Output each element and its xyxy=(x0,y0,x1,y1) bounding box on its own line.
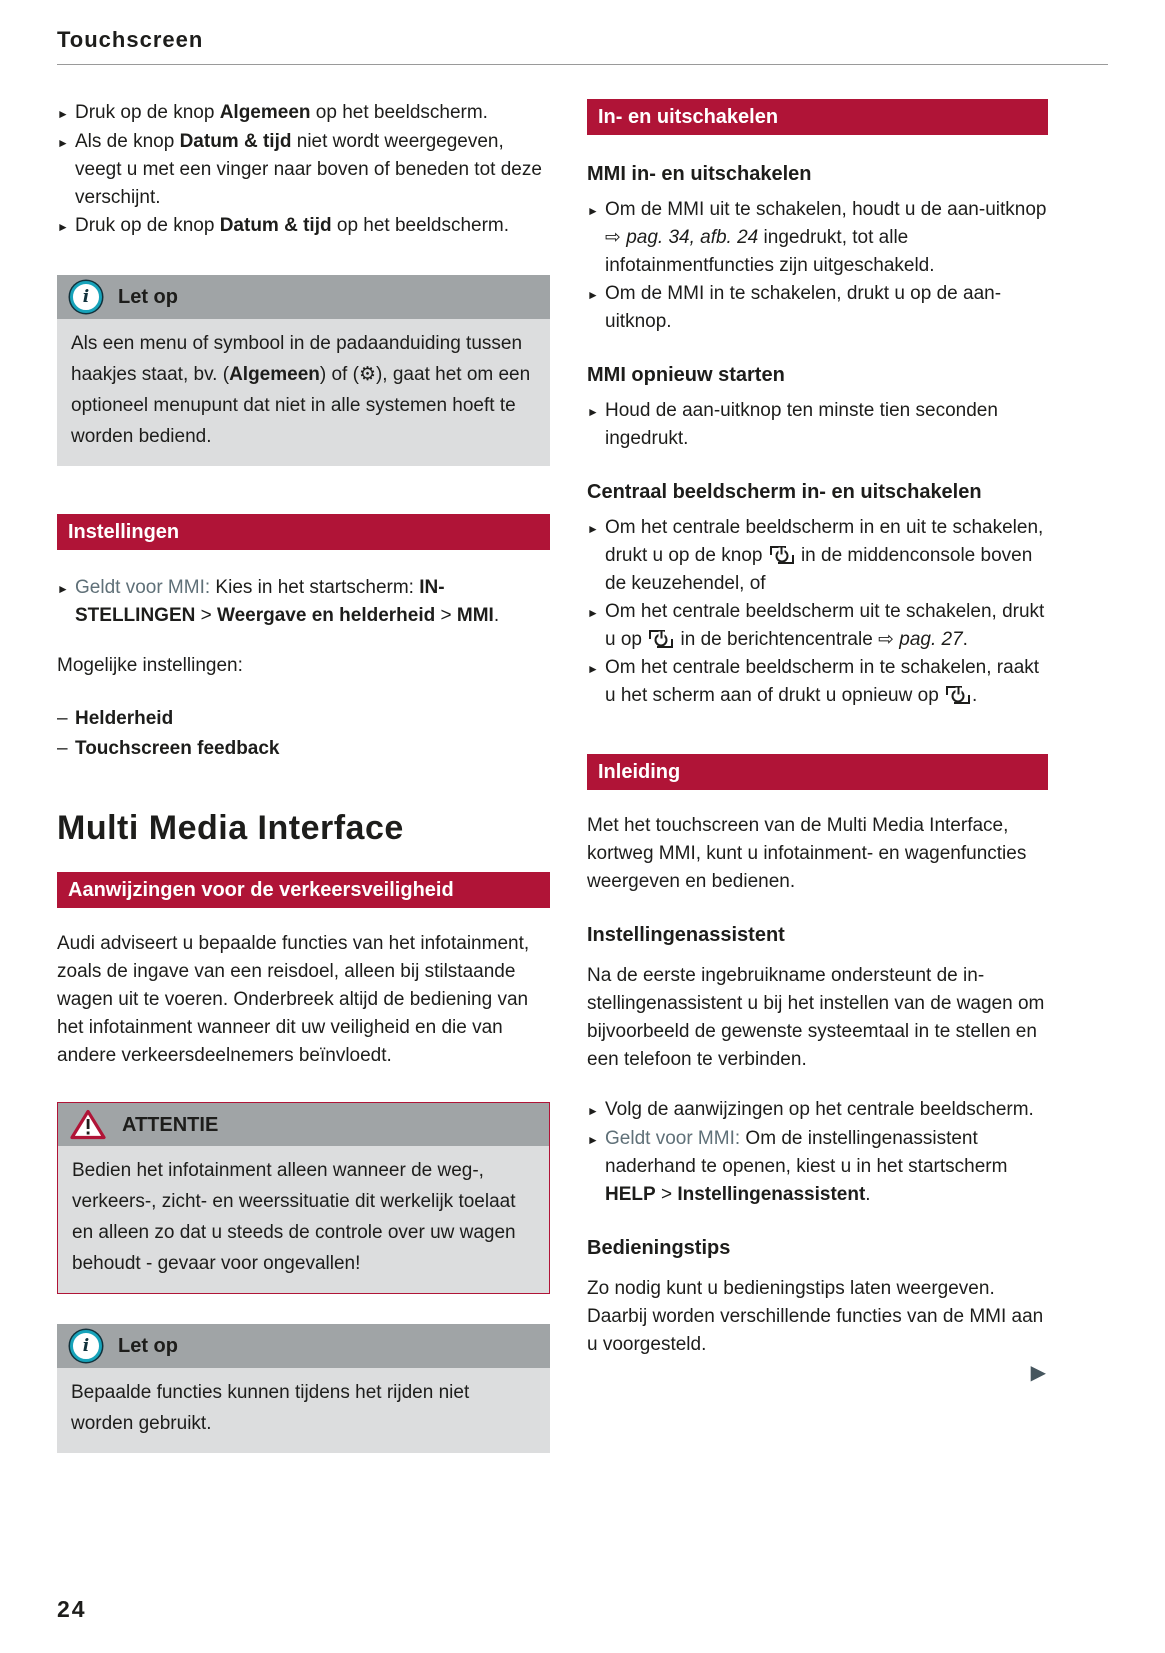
text-segment: niet wordt weergegeven, veegt u met een vinger naar boven of beneden tot deze verschijnt. xyxy=(75,131,542,208)
bullet-arrow-icon: ► xyxy=(587,1104,599,1118)
paragraph: Met het touchscreen van de Multi Media Interface, kortweg MMI, kunt u infotainment- en wagenfuncties weergeven en bedienen. xyxy=(587,815,1027,892)
paragraph: Zo nodig kunt u bedieningstips laten weergeven. Daarbij worden verschillende functies van de MMI aan u voorgesteld. xyxy=(587,1278,1044,1355)
text-segment: in de berichtencentrale xyxy=(675,629,879,650)
text-segment: Instellingenassistent xyxy=(677,1184,866,1205)
power-button-key-corner xyxy=(954,695,970,704)
text-segment: op het beeldscherm. xyxy=(310,102,488,123)
power-button-icon xyxy=(649,630,673,648)
instruction-list xyxy=(587,514,1048,710)
page-continue-icon: ▶ xyxy=(1030,1362,1046,1384)
section-bar-verkeersveiligheid: Aanwijzingen voor de verkeersveiligheid xyxy=(57,872,550,908)
dash-marker: – xyxy=(57,708,68,729)
list-item xyxy=(587,1125,1048,1209)
text-segment: Weergave en helderheid xyxy=(217,605,436,626)
list-item xyxy=(57,574,550,630)
text-segment: Datum & tijd xyxy=(219,215,332,236)
list-item xyxy=(57,212,550,241)
bullet-arrow-icon: ► xyxy=(57,220,69,234)
note-box xyxy=(57,1324,550,1453)
list-item-text xyxy=(605,1096,1048,1125)
bullet-arrow-icon: ► xyxy=(587,288,599,302)
list-item-text xyxy=(605,1125,1048,1209)
bullet-arrow-icon: ► xyxy=(587,606,599,620)
info-icon-glyph: i xyxy=(82,1335,90,1356)
text-segment: Als de knop xyxy=(75,131,180,152)
bullet-arrow-icon: ► xyxy=(57,582,69,596)
option-label: Touchscreen feedback xyxy=(75,738,280,759)
paragraph: Na de eerste ingebruikname ondersteunt de instellingenassistent u bij het instellen van de wagen om bijvoorbeeld de gewenste systeemtaal in te stellen en een telefoon te verbinden. xyxy=(587,965,1045,1070)
section-bar-inleiding: Inleiding xyxy=(587,754,1048,790)
text-segment: > xyxy=(195,605,217,626)
note-title: Let op xyxy=(118,286,178,308)
option-item xyxy=(57,704,550,734)
text-segment: > xyxy=(435,605,457,626)
instruction-list xyxy=(587,397,1048,453)
text-segment: > xyxy=(655,1184,678,1205)
text-segment: ingedrukt, tot alle infotainmentfuncties zijn uitgeschakeld. xyxy=(605,227,935,276)
option-label: Helderheid xyxy=(75,708,174,729)
text-segment: Om de MMI uit te schakelen, houdt u de aan-uitknop xyxy=(605,199,1047,220)
paragraph: Mogelijke instellingen: xyxy=(57,655,243,676)
instruction-list xyxy=(57,99,550,241)
subsection-title: MMI in- en uitschakelen xyxy=(587,163,812,185)
content-columns xyxy=(57,99,1108,1453)
text-segment: Volg de aanwijzingen op het centrale beeldscherm. xyxy=(605,1099,1034,1120)
list-item xyxy=(587,1096,1048,1125)
list-item-text xyxy=(75,574,550,630)
note-body: Bepaalde functies kunnen tijdens het rijden niet worden gebruikt. xyxy=(57,1368,550,1453)
text-segment: ⇨ pag. 27 xyxy=(878,629,963,650)
text-segment: Om het centrale beeldscherm in te schakelen, raakt u het scherm aan of drukt u opnieuw op xyxy=(605,657,1040,706)
subsection-title: Centraal beeldscherm in- en uitschakelen xyxy=(587,481,982,503)
text-segment: Om het centrale beeldscherm in en uit te schakelen, drukt u op de knop xyxy=(605,517,1044,566)
bullet-arrow-icon: ► xyxy=(587,662,599,676)
text-segment: Om de MMI in te schakelen, drukt u op de aan-uitknop. xyxy=(605,283,1002,332)
text-segment: HELP xyxy=(605,1184,656,1205)
list-item-text xyxy=(605,598,1048,654)
info-icon xyxy=(70,1330,102,1362)
options-list xyxy=(57,704,550,764)
instruction-list xyxy=(587,196,1048,336)
warning-icon xyxy=(70,1109,106,1140)
list-item xyxy=(587,598,1048,654)
list-item-text xyxy=(605,514,1048,598)
list-item xyxy=(587,196,1048,280)
text-segment: MMI xyxy=(456,605,494,626)
section-bar-in-en-uitschakelen: In- en uitschakelen xyxy=(587,99,1048,135)
info-icon-glyph: i xyxy=(82,286,90,307)
power-button-key-corner xyxy=(778,555,794,564)
text-segment: Kies in het startscherm: xyxy=(210,577,420,598)
instruction-list xyxy=(587,1096,1048,1209)
right-column xyxy=(587,99,1048,1453)
note-box-header xyxy=(57,275,550,319)
bullet-arrow-icon: ► xyxy=(587,405,599,419)
chapter-title: Multi Media Interface xyxy=(57,809,404,847)
list-item-text xyxy=(75,99,550,128)
list-item xyxy=(57,99,550,128)
text-segment: in de middenconsole boven de keuzehendel, of xyxy=(605,545,1033,594)
text-segment: op het beeldscherm. xyxy=(331,215,510,236)
list-item-text xyxy=(75,212,550,241)
text-segment: ⇨ pag. 34, afb. 24 xyxy=(605,227,759,248)
list-item xyxy=(587,280,1048,336)
info-icon xyxy=(70,281,102,313)
bullet-arrow-icon: ► xyxy=(587,204,599,218)
text-segment: Houd de aan-uitknop ten minste tien seconden ingedrukt. xyxy=(605,400,998,449)
subsection-title: MMI opnieuw starten xyxy=(587,364,785,386)
text-segment: . xyxy=(493,605,500,626)
text-segment: . xyxy=(865,1184,871,1205)
list-item xyxy=(587,654,1048,710)
note-box xyxy=(57,275,550,466)
text-segment: Algemeen xyxy=(219,102,311,123)
paragraph: Audi adviseert u bepaalde functies van het infotainment, zoals de ingave van een reisdoel, alleen bij stilstaande wagen uit te voeren. Onderbreek altijd de bediening van het infotainment wanneer dit uw veiligheid en die van andere verkeersdeelnemers beïnvloedt. xyxy=(57,933,530,1066)
power-button-key-corner xyxy=(657,639,673,648)
text-segment: . xyxy=(972,685,978,706)
subsection-title: Bedieningstips xyxy=(587,1237,731,1259)
text-segment: Druk op de knop xyxy=(75,215,220,236)
subsection-title: Instellingenassistent xyxy=(587,924,785,946)
text-segment: . xyxy=(962,629,968,650)
page-title: Touchscreen xyxy=(57,26,1108,65)
note-box-header xyxy=(57,1324,550,1368)
option-item xyxy=(57,734,550,764)
left-column xyxy=(57,99,550,1453)
text-segment: Geldt voor MMI: xyxy=(605,1128,741,1149)
list-item xyxy=(57,128,550,212)
power-button-icon xyxy=(770,546,794,564)
warning-title: ATTENTIE xyxy=(122,1113,219,1136)
note-title: Let op xyxy=(118,1335,178,1357)
list-item-text xyxy=(605,196,1048,280)
text-segment: ), gaat het om een optioneel menupunt dat niet in alle systemen hoeft te worden bediend. xyxy=(71,364,531,447)
bullet-arrow-icon: ► xyxy=(587,1133,599,1147)
text-segment: ⚙ xyxy=(358,363,376,385)
section-bar-instellingen: Instellingen xyxy=(57,514,550,550)
list-item-text xyxy=(605,280,1048,336)
page-number: 24 xyxy=(57,1596,87,1622)
list-item-text xyxy=(75,128,550,212)
text-segment: Om de instellingenassistent naderhand te openen, kiest u in het startscherm xyxy=(605,1128,1008,1177)
text-segment: Om het centrale beeldscherm uit te schakelen, drukt u op xyxy=(605,601,1045,650)
list-item xyxy=(587,397,1048,453)
text-segment: Algemeen xyxy=(229,364,320,385)
bullet-arrow-icon: ► xyxy=(57,136,69,150)
warning-body: Bedien het infotainment alleen wanneer de weg-, verkeers-, zicht- en weerssituatie dit werkelijk toelaat en alleen zo dat u steeds de controle over uw wagen behoudt - gevaar voor ongevallen! xyxy=(58,1146,549,1293)
text-segment: Druk op de knop xyxy=(75,102,220,123)
power-button-icon xyxy=(946,686,970,704)
warning-box xyxy=(57,1102,550,1294)
list-item-text xyxy=(605,397,1048,453)
list-item xyxy=(587,514,1048,598)
text-segment: Geldt voor MMI: xyxy=(75,577,211,598)
dash-marker: – xyxy=(57,738,68,759)
note-body xyxy=(57,319,550,466)
text-segment: Datum & tijd xyxy=(179,131,292,152)
bullet-arrow-icon: ► xyxy=(57,107,69,121)
warning-box-header xyxy=(58,1103,549,1146)
list-item-text xyxy=(605,654,1048,710)
bullet-arrow-icon: ► xyxy=(587,522,599,536)
text-segment: ) of ( xyxy=(319,364,359,385)
instruction-list xyxy=(57,574,550,630)
text-segment: INSTELLINGEN xyxy=(75,577,445,626)
text-segment: Als een menu of symbool in de padaanduiding tussen haakjes staat, bv. ( xyxy=(71,333,523,385)
